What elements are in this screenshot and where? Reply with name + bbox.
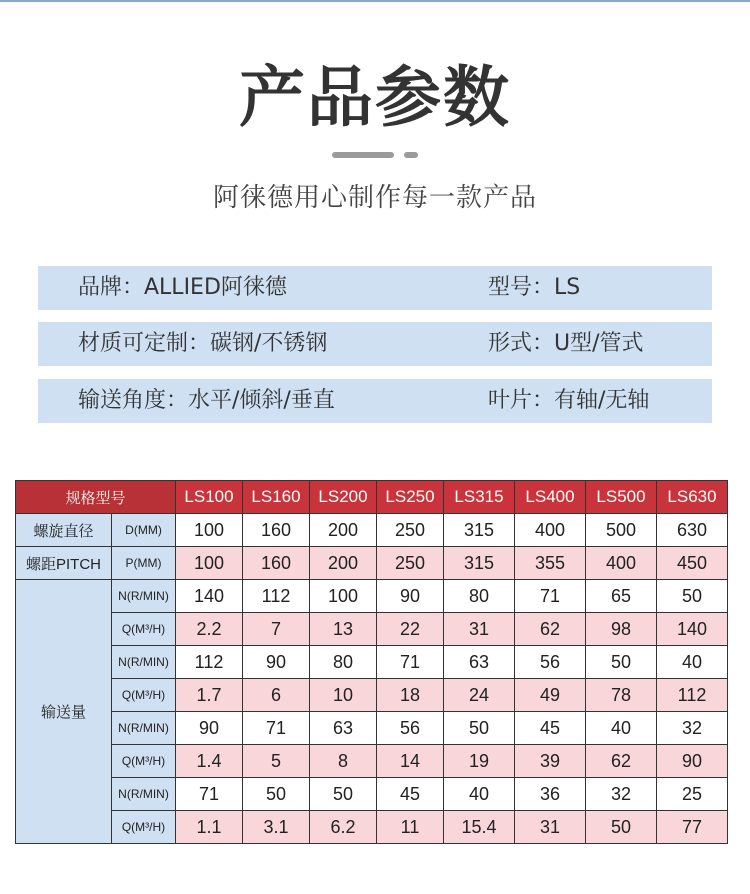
table-cell: 200 <box>310 514 377 547</box>
table-cell: 11 <box>377 811 444 844</box>
top-divider <box>0 0 750 2</box>
table-cell: 77 <box>657 811 728 844</box>
spec-table <box>15 480 728 844</box>
table-row <box>16 811 728 844</box>
table-cell: 14 <box>377 745 444 778</box>
table-cell: 63 <box>310 712 377 745</box>
table-cell: 25 <box>657 778 728 811</box>
info-band-angle <box>38 379 712 423</box>
table-row <box>16 514 728 547</box>
unit-cell: N(R/MIN) <box>112 712 176 745</box>
unit-cell: Q(M³/H) <box>112 613 176 646</box>
table-cell: 40 <box>444 778 515 811</box>
table-row <box>16 745 728 778</box>
unit-cell: P(MM) <box>112 547 176 580</box>
unit-cell: Q(M³/H) <box>112 679 176 712</box>
table-cell: 71 <box>515 580 586 613</box>
table-cell: 13 <box>310 613 377 646</box>
table-cell: 400 <box>586 547 657 580</box>
table-cell: 18 <box>377 679 444 712</box>
table-cell: 5 <box>243 745 310 778</box>
table-cell: 90 <box>377 580 444 613</box>
table-cell: 22 <box>377 613 444 646</box>
model-col: LS250 <box>377 481 444 514</box>
table-cell: 140 <box>176 580 243 613</box>
table-cell: 8 <box>310 745 377 778</box>
table-cell: 250 <box>377 514 444 547</box>
table-cell: 50 <box>586 646 657 679</box>
row-label-pitch: 螺距PITCH <box>16 547 112 580</box>
page-subtitle: 阿徕德用心制作每一款产品 <box>212 183 537 213</box>
table-cell: 63 <box>444 646 515 679</box>
table-row <box>16 679 728 712</box>
table-cell: 50 <box>310 778 377 811</box>
unit-cell: D(MM) <box>112 514 176 547</box>
info-band-brand <box>38 266 712 310</box>
unit-cell: N(R/MIN) <box>112 580 176 613</box>
table-cell: 36 <box>515 778 586 811</box>
table-cell: 100 <box>310 580 377 613</box>
info-blade: 叶片：有轴/无轴 <box>488 388 650 413</box>
row-label-diameter: 螺旋直径 <box>16 514 112 547</box>
table-cell: 80 <box>444 580 515 613</box>
table-cell: 71 <box>176 778 243 811</box>
info-form: 形式：U型/管式 <box>488 331 644 356</box>
table-cell: 45 <box>377 778 444 811</box>
row-label-capacity: 输送量 <box>16 580 112 844</box>
model-col: LS500 <box>586 481 657 514</box>
table-cell: 31 <box>444 613 515 646</box>
table-row <box>16 580 728 613</box>
info-brand: 品牌：ALLIED阿徕德 <box>78 275 287 300</box>
table-cell: 10 <box>310 679 377 712</box>
table-cell: 62 <box>586 745 657 778</box>
table-cell: 62 <box>515 613 586 646</box>
table-cell: 50 <box>586 811 657 844</box>
table-row <box>16 646 728 679</box>
table-cell: 140 <box>657 613 728 646</box>
table-cell: 112 <box>657 679 728 712</box>
model-col: LS315 <box>444 481 515 514</box>
table-cell: 40 <box>586 712 657 745</box>
table-cell: 100 <box>176 547 243 580</box>
table-cell: 71 <box>377 646 444 679</box>
table-row <box>16 778 728 811</box>
table-cell: 90 <box>243 646 310 679</box>
table-cell: 50 <box>657 580 728 613</box>
table-cell: 80 <box>310 646 377 679</box>
page-title: 产品参数 <box>239 59 511 136</box>
table-cell: 45 <box>515 712 586 745</box>
table-cell: 39 <box>515 745 586 778</box>
unit-cell: N(R/MIN) <box>112 778 176 811</box>
table-cell: 1.4 <box>176 745 243 778</box>
model-col: LS200 <box>310 481 377 514</box>
table-cell: 90 <box>176 712 243 745</box>
table-cell: 31 <box>515 811 586 844</box>
unit-cell: N(R/MIN) <box>112 646 176 679</box>
table-cell: 19 <box>444 745 515 778</box>
table-row <box>16 712 728 745</box>
table-cell: 56 <box>377 712 444 745</box>
table-cell: 250 <box>377 547 444 580</box>
table-row <box>16 547 728 580</box>
table-cell: 315 <box>444 514 515 547</box>
table-cell: 500 <box>586 514 657 547</box>
title-decoration-long <box>332 152 394 158</box>
table-cell: 1.7 <box>176 679 243 712</box>
table-cell: 71 <box>243 712 310 745</box>
table-cell: 100 <box>176 514 243 547</box>
info-angle: 输送角度：水平/倾斜/垂直 <box>78 388 335 413</box>
info-material: 材质可定制：碳钢/不锈钢 <box>78 331 328 356</box>
table-cell: 98 <box>586 613 657 646</box>
model-header: 规格型号 <box>16 481 176 514</box>
unit-cell: Q(M³/H) <box>112 745 176 778</box>
table-cell: 112 <box>176 646 243 679</box>
table-cell: 200 <box>310 547 377 580</box>
model-col: LS160 <box>243 481 310 514</box>
model-col: LS630 <box>657 481 728 514</box>
table-cell: 32 <box>657 712 728 745</box>
table-cell: 32 <box>586 778 657 811</box>
table-cell: 2.2 <box>176 613 243 646</box>
title-decoration-short <box>404 152 418 158</box>
table-cell: 630 <box>657 514 728 547</box>
table-cell: 78 <box>586 679 657 712</box>
table-cell: 56 <box>515 646 586 679</box>
info-model: 型号：LS <box>488 275 581 300</box>
model-col: LS400 <box>515 481 586 514</box>
table-cell: 3.1 <box>243 811 310 844</box>
table-cell: 15.4 <box>444 811 515 844</box>
table-cell: 160 <box>243 547 310 580</box>
table-cell: 65 <box>586 580 657 613</box>
model-col: LS100 <box>176 481 243 514</box>
table-cell: 450 <box>657 547 728 580</box>
table-cell: 50 <box>243 778 310 811</box>
table-cell: 315 <box>444 547 515 580</box>
table-cell: 355 <box>515 547 586 580</box>
table-cell: 49 <box>515 679 586 712</box>
table-cell: 112 <box>243 580 310 613</box>
table-cell: 6 <box>243 679 310 712</box>
table-cell: 90 <box>657 745 728 778</box>
table-cell: 1.1 <box>176 811 243 844</box>
info-band-material <box>38 322 712 366</box>
table-cell: 7 <box>243 613 310 646</box>
table-cell: 400 <box>515 514 586 547</box>
table-cell: 160 <box>243 514 310 547</box>
table-cell: 6.2 <box>310 811 377 844</box>
table-header-row <box>16 481 728 514</box>
unit-cell: Q(M³/H) <box>112 811 176 844</box>
table-cell: 40 <box>657 646 728 679</box>
table-row <box>16 613 728 646</box>
table-cell: 50 <box>444 712 515 745</box>
table-cell: 24 <box>444 679 515 712</box>
